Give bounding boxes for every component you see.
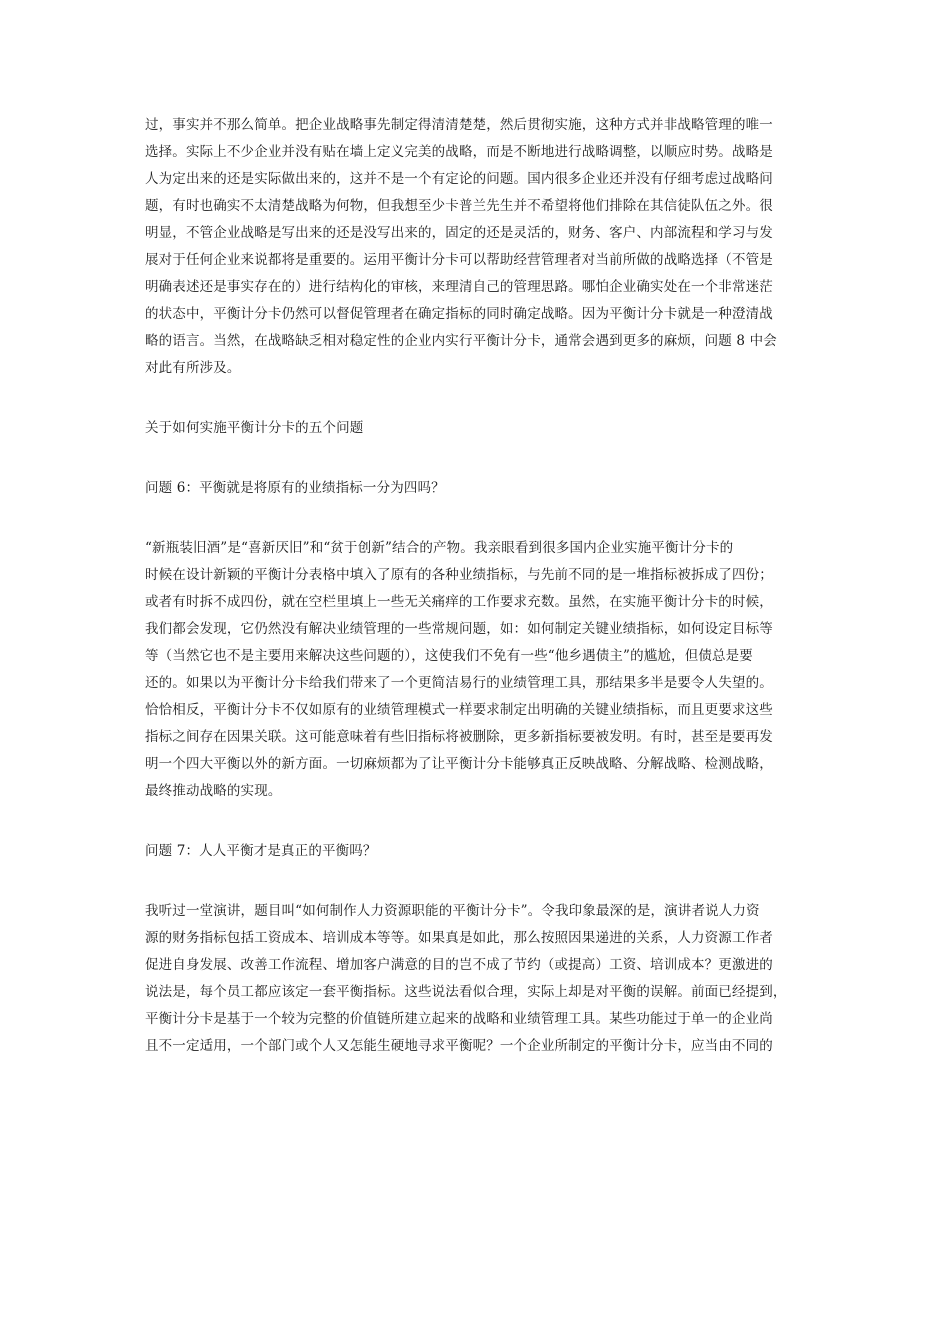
- text-line: 展对于任何企业来说都将是重要的。运用平衡计分卡可以帮助经营管理者对当前所做的战略选择（不管是: [145, 252, 773, 268]
- text-line: “新瓶装旧酒”是“喜新厌旧”和“贫于创新”结合的产物。我亲眼看到很多国内企业实施平衡计分卡的: [145, 540, 734, 556]
- paragraph-question-6: [145, 535, 825, 805]
- text-line: 时候在设计新颖的平衡计分表格中填入了原有的各种业绩指标，与先前不同的是一堆指标被拆成了四份；: [145, 567, 773, 583]
- text-line: 我们都会发现，它仍然没有解决业绩管理的一些常规问题，如：如何制定关键业绩指标，如何设定目标等: [145, 621, 773, 637]
- text-line: 且不一定适用，一个部门或个人又怎能生硬地寻求平衡呢？一个企业所制定的平衡计分卡，应当由不同的: [145, 1038, 773, 1054]
- text-line: 恰恰相反，平衡计分卡不仅如原有的业绩管理模式一样要求制定出明确的关键业绩指标，而且更要求这些: [145, 702, 773, 718]
- text-line: 平衡计分卡是基于一个较为完整的价值链所建立起来的战略和业绩管理工具。某些功能过于单一的企业尚: [145, 1011, 773, 1027]
- text-line: 略的语言。当然，在战略缺乏相对稳定性的企业内实行平衡计分卡，通常会遇到更多的麻烦，问题 8 中会: [145, 333, 777, 349]
- text-line: 过，事实并不那么简单。把企业战略事先制定得清清楚楚，然后贯彻实施，这种方式并非战略管理的唯一: [145, 117, 773, 133]
- text-line: 明一个四大平衡以外的新方面。一切麻烦都为了让平衡计分卡能够真正反映战略、分解战略、检测战略，: [145, 756, 773, 772]
- text-line: 或者有时拆不成四份，就在空栏里填上一些无关痛痒的工作要求充数。虽然，在实施平衡计分卡的时候，: [145, 594, 773, 610]
- text-line: 我听过一堂演讲，题目叫“如何制作人力资源职能的平衡计分卡”。令我印象最深的是，演讲者说人力资: [145, 903, 760, 919]
- text-line: 明确表述还是事实存在的）进行结构化的审核，来理清自己的管理思路。哪怕企业确实处在一个非常迷茫: [145, 279, 773, 295]
- text-line: 对此有所涉及。: [145, 360, 241, 376]
- paragraph-strategy: [145, 112, 825, 382]
- text-line: 指标之间存在因果关联。这可能意味着有些旧指标将被删除，更多新指标要被发明。有时，甚至是要再发: [145, 729, 773, 745]
- text-line: 选择。实际上不少企业并没有贴在墙上定义完美的战略，而是不断地进行战略调整，以顺应时势。战略是: [145, 144, 773, 160]
- text-line: 还的。如果以为平衡计分卡给我们带来了一个更简洁易行的业绩管理工具，那结果多半是要令人失望的。: [145, 675, 773, 691]
- paragraph-question-7: [145, 898, 825, 1060]
- text-line: 促进自身发展、改善工作流程、增加客户满意的目的岂不成了节约（或提高）工资、培训成本？更激进的: [145, 957, 773, 973]
- text-line: 最终推动战略的实现。: [145, 783, 282, 799]
- text-line: 人为定出来的还是实际做出来的，这并不是一个有定论的问题。国内很多企业还并没有仔细考虑过战略问: [145, 171, 773, 187]
- text-line: 的状态中，平衡计分卡仍然可以督促管理者在确定指标的同时确定战略。因为平衡计分卡就是一种澄清战: [145, 306, 773, 322]
- document-page: [145, 112, 825, 1060]
- text-line: 等（当然它也不是主要用来解决这些问题的），这使我们不免有一些“他乡遇债主”的尴尬，但债总是要: [145, 648, 753, 664]
- text-line: 说法是，每个员工都应该定一套平衡指标。这些说法看似合理，实际上却是对平衡的误解。前面已经提到，: [145, 984, 787, 1000]
- text-line: 明显，不管企业战略是写出来的还是没写出来的，固定的还是灵活的，财务、客户、内部流程和学习与发: [145, 225, 773, 241]
- question-6-heading: 问题 6：平衡就是将原有的业绩指标一分为四吗？: [145, 480, 445, 496]
- question-7-heading: 问题 7：人人平衡才是真正的平衡吗？: [145, 843, 377, 859]
- text-line: 源的财务指标包括工资成本、培训成本等等。如果真是如此，那么按照因果递进的关系，人力资源工作者: [145, 930, 773, 946]
- text-line: 题，有时也确实不太清楚战略为何物，但我想至少卡普兰先生并不希望将他们排除在其信徒队伍之外。很: [145, 198, 773, 214]
- section-heading: 关于如何实施平衡计分卡的五个问题: [145, 420, 364, 436]
